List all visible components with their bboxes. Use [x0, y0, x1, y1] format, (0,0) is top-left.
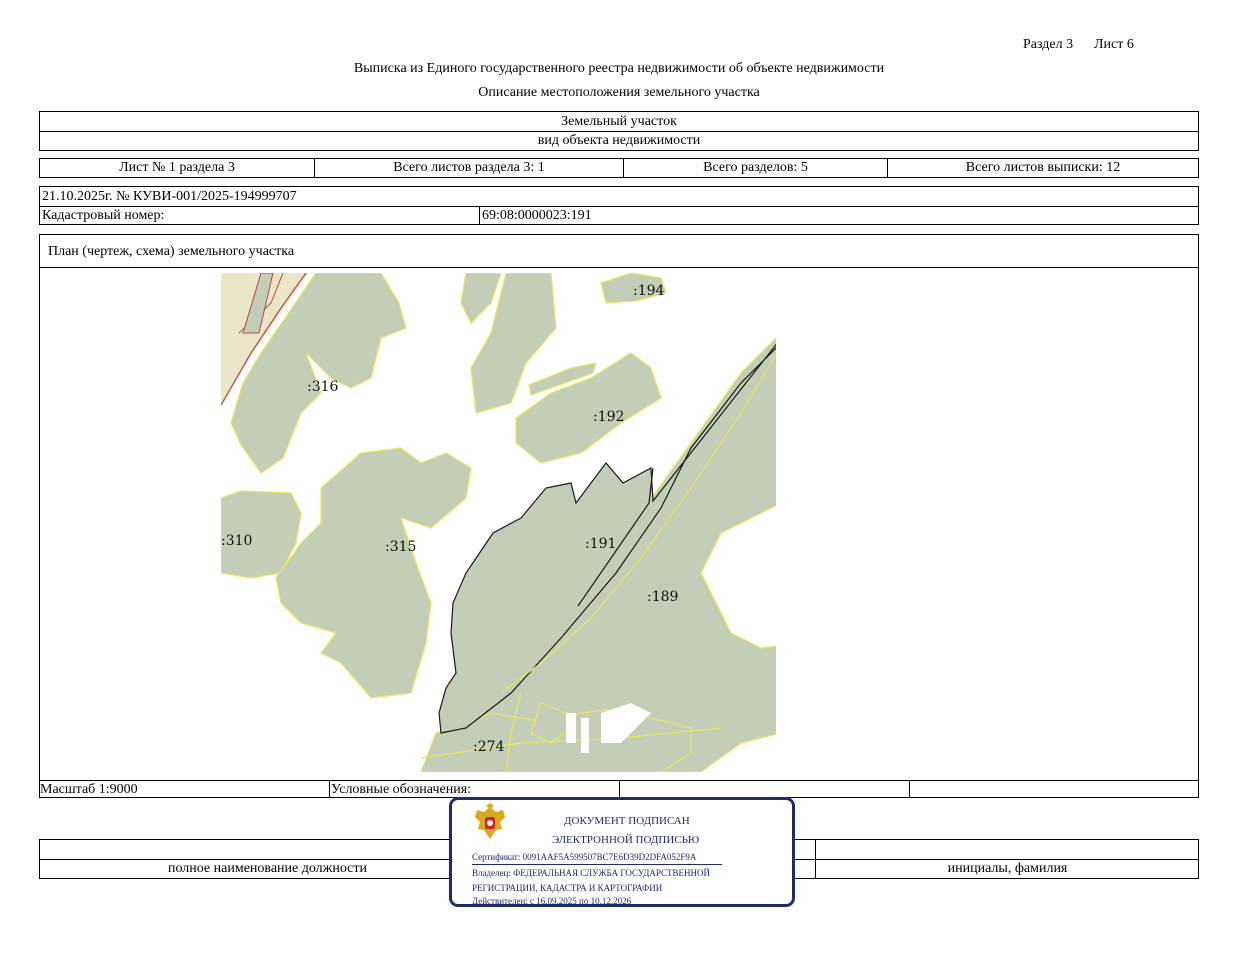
sheet-number: Лист 6 [1094, 37, 1134, 52]
parcel-label: :191 [585, 536, 617, 552]
object-type: Земельный участок [561, 114, 677, 129]
map-gap [581, 718, 589, 753]
e-signature-stamp [449, 797, 795, 907]
stamp-owner-1: Владелец: ФЕДЕРАЛЬНАЯ СЛУЖБА ГОСУДАРСТВЕННОЙ [472, 868, 711, 878]
parcel-label: :189 [647, 589, 679, 605]
name-caption: инициалы, фамилия [947, 861, 1068, 876]
total-extract-sheets: Всего листов выписки: 12 [965, 160, 1121, 175]
cadastral-label: Кадастровый номер: [42, 208, 165, 223]
stamp-owner-2: РЕГИСТРАЦИИ, КАДАСТРА И КАРТОГРАФИИ [472, 883, 663, 893]
position-caption: полное наименование должности [167, 861, 368, 876]
scale: Масштаб 1:9000 [40, 782, 138, 797]
parcel-label: :310 [221, 533, 253, 549]
parcel-map [221, 273, 776, 772]
stamp-line-1: ДОКУМЕНТ ПОДПИСАН [564, 815, 690, 827]
coat-of-arms-icon [472, 803, 508, 845]
parcel-label: :194 [633, 283, 665, 299]
plan-title: План (чертеж, схема) земельного участка [48, 244, 295, 259]
sheets-row [39, 158, 1199, 178]
record-box [39, 186, 1199, 225]
cadastral-number: 69:08:0000023:191 [482, 208, 592, 223]
section-number: Раздел 3 [1023, 37, 1074, 52]
sheet-of-section: Лист № 1 раздела 3 [40, 159, 315, 177]
parcel-label: :316 [307, 379, 339, 395]
document-subtitle: Описание местоположения земельного участка [478, 85, 760, 100]
map-gap [566, 713, 576, 743]
parcel-315 [276, 448, 471, 698]
legend-label: Условные обозначения: [331, 782, 472, 797]
parcel-label: :315 [385, 539, 417, 555]
object-type-caption: вид объекта недвижимости [537, 133, 701, 148]
stamp-certificate: Сертификат: 0091AAF5A599507BC7E6D39D2DFA052F9A [472, 852, 697, 862]
date-number: 21.10.2025г. № КУВИ-001/2025-194999707 [42, 189, 297, 204]
parcel-label: :274 [473, 739, 505, 755]
stamp-valid: Действителен: с 16.09.2025 по 10.12.2026 [472, 896, 632, 906]
total-sections: Всего разделов: 5 [624, 159, 888, 177]
object-type-box [39, 111, 1199, 151]
stamp-line-2: ЭЛЕКТРОННОЙ ПОДПИСЬЮ [552, 834, 700, 846]
total-section-sheets: Всего листов раздела 3: 1 [315, 159, 624, 177]
document-title: Выписка из Единого государственного реестра недвижимости об объекте недвижимости [353, 61, 885, 76]
parcel-label: :192 [593, 409, 625, 425]
